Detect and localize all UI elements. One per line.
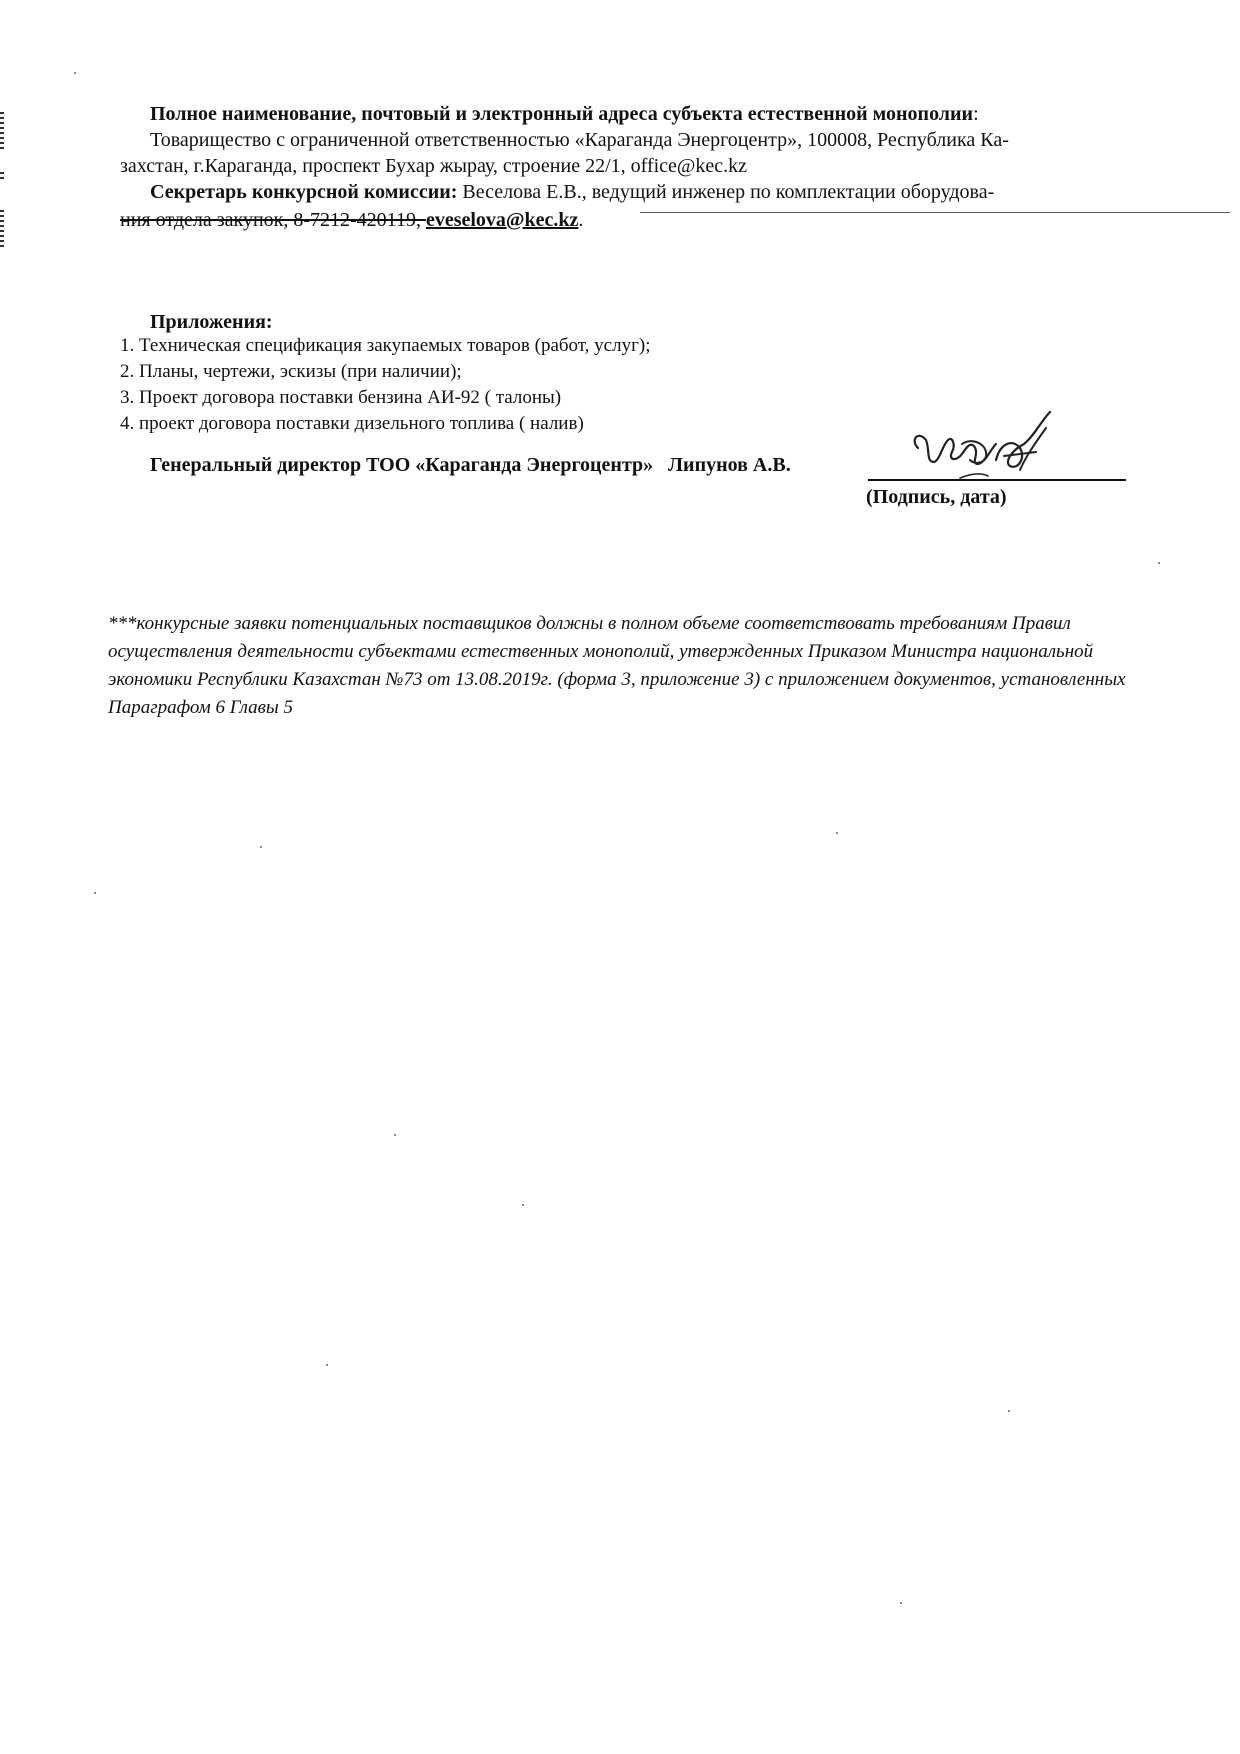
secretary-email: eveselova@kec.kz	[425, 209, 579, 231]
address-line-1: Товарищество с ограниченной ответственностью «Караганда Энергоцентр», 100008, Республика Ка-	[150, 129, 1009, 151]
handwritten-signature	[900, 400, 1070, 510]
signature-caption: (Подпись, дата)	[866, 486, 1007, 508]
appendix-item: 4. проект договора поставки дизельного топлива ( налив)	[120, 413, 584, 434]
scan-speck	[522, 1204, 524, 1206]
scan-speck	[1158, 562, 1160, 564]
secretary-text: Веселова Е.В., ведущий инженер по комплектации оборудова-	[457, 181, 995, 203]
scan-speck	[94, 892, 96, 894]
appendix-item: 1. Техническая спецификация закупаемых товаров (работ, услуг);	[120, 335, 651, 356]
secretary-line	[150, 178, 994, 206]
scan-speck	[900, 1602, 902, 1604]
scan-margin-marks	[0, 210, 4, 250]
secretary-contacts-struck: ния отдела закупок, 8-7212-420119,	[120, 209, 426, 231]
secretary-line-2	[120, 206, 583, 234]
scan-margin-marks	[0, 172, 4, 182]
secretary-end: .	[578, 209, 584, 231]
secretary-label: Секретарь конкурсной комиссии:	[150, 181, 458, 203]
monopoly-heading	[150, 100, 979, 128]
scan-speck	[326, 1364, 328, 1366]
monopoly-heading-text: Полное наименование, почтовый и электронный адреса субъекта естественной монополии	[150, 103, 974, 125]
signatory-line	[150, 454, 791, 477]
appendix-item: 3. Проект договора поставки бензина АИ-92 ( талоны)	[120, 387, 562, 408]
scan-speck	[836, 832, 838, 834]
scan-speck	[1008, 1410, 1010, 1412]
scan-speck	[260, 846, 262, 848]
requirements-note: ***конкурсные заявки потенциальных поставщиков должны в полном объеме соответствовать требованиям Правил осуществления деятельности субъектами естественных монополий, утвержденных Приказом Министра национальной экономики Республики Казахстан №73 от 13.08.2019г. (форма 3, приложение 3) с приложением документов, установленных Параграфом 6 Главы 5	[108, 613, 1126, 718]
monopoly-heading-colon: :	[973, 103, 979, 125]
scan-speck	[74, 72, 76, 74]
signatory-name: Липунов А.В.	[668, 454, 791, 476]
signatory-position: Генеральный директор ТОО «Караганда Энергоцентр»	[150, 454, 654, 476]
appendix-item: 2. Планы, чертежи, эскизы (при наличии);	[120, 361, 462, 382]
address-line-2: захстан, г.Караганда, проспект Бухар жырау, строение 22/1, office@kec.kz	[120, 155, 747, 177]
scan-speck	[394, 1134, 396, 1136]
scan-rule-line	[640, 212, 1230, 213]
appendices-title: Приложения:	[150, 311, 273, 333]
scan-margin-marks	[0, 112, 4, 152]
